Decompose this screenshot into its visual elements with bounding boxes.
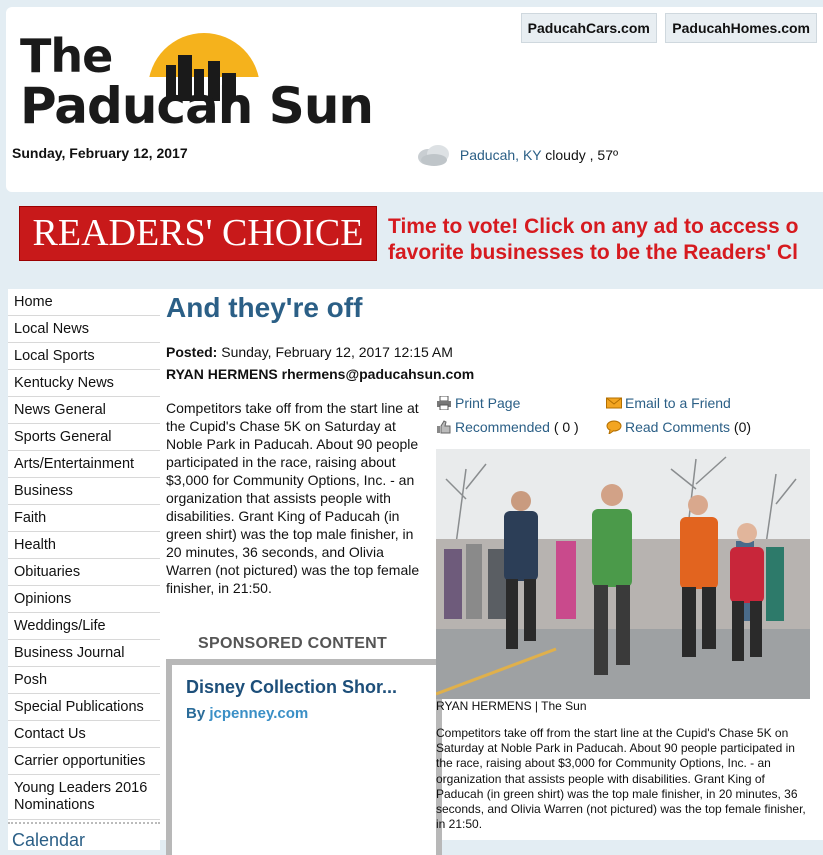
sponsored-headline-link[interactable]: Disney Collection Shor... xyxy=(186,677,398,697)
sidebar-nav xyxy=(8,289,160,850)
nav-item-home[interactable]: Home xyxy=(8,289,160,316)
calendar-heading[interactable]: Calendar xyxy=(12,830,86,850)
nav-item-weddings-life[interactable]: Weddings/Life xyxy=(8,613,160,640)
article-summary: Competitors take off from the start line at the Cupid's Chase 5K on Saturday at Noble Park in Paducah. About 90 people participated in the race, raising about $3,000 for Community Options, Inc. - an organization that assists people with disabilities. Grant King of Paducah (in green shirt) was the top male finisher, in 20 minutes, 36 seconds, and Olivia Warren (not pictured) was the top female finisher, in 21:50. xyxy=(166,400,420,596)
article-photo[interactable] xyxy=(436,449,810,699)
comments-count: (0) xyxy=(730,419,752,435)
nav-item-local-sports[interactable]: Local Sports xyxy=(8,343,160,370)
logo-paducah-sun-text: Paducah Sun xyxy=(20,77,374,135)
article-content xyxy=(160,289,823,840)
read-comments-label: Read Comments xyxy=(625,419,731,435)
posted-line xyxy=(166,344,453,360)
paducah-sun-logo[interactable] xyxy=(16,25,406,135)
recommended-label: Recommended xyxy=(455,419,550,435)
site-header xyxy=(6,7,823,192)
print-page-link[interactable] xyxy=(436,395,520,411)
race-photo-image xyxy=(436,449,810,699)
posted-label: Posted: xyxy=(166,344,218,360)
nav-item-carrier-opportunities[interactable]: Carrier opportunities xyxy=(8,748,160,775)
paducahcars-link[interactable]: PaducahCars.com xyxy=(521,13,657,43)
recommended-link[interactable] xyxy=(436,419,579,435)
sponsored-content-box xyxy=(166,659,442,855)
vote-promo-line-2: favorite businesses to be the Readers' Cl xyxy=(388,241,798,264)
sponsored-by-line xyxy=(186,705,308,722)
paducahhomes-link[interactable]: PaducahHomes.com xyxy=(665,13,817,43)
sponsored-content-title: SPONSORED CONTENT xyxy=(198,635,388,652)
nav-item-business-journal[interactable]: Business Journal xyxy=(8,640,160,667)
recommended-count: ( 0 ) xyxy=(549,419,579,435)
email-friend-link[interactable] xyxy=(606,395,731,411)
logo-the-text: The xyxy=(20,29,113,83)
vote-promo-text xyxy=(388,214,823,266)
nav-item-business[interactable]: Business xyxy=(8,478,160,505)
nav-item-special-publications[interactable]: Special Publications xyxy=(8,694,160,721)
nav-item-faith[interactable]: Faith xyxy=(8,505,160,532)
nav-item-sports-general[interactable]: Sports General xyxy=(8,424,160,451)
nav-item-posh[interactable]: Posh xyxy=(8,667,160,694)
nav-item-local-news[interactable]: Local News xyxy=(8,316,160,343)
weather-conditions: cloudy , 57º xyxy=(545,147,619,164)
readers-choice-banner[interactable] xyxy=(19,206,823,264)
article-headline: And they're off xyxy=(166,292,363,323)
partner-site-links xyxy=(517,13,817,43)
thumbs-up-icon xyxy=(436,420,452,434)
nav-item-kentucky-news[interactable]: Kentucky News xyxy=(8,370,160,397)
nav-item-health[interactable]: Health xyxy=(8,532,160,559)
nav-item-obituaries[interactable]: Obituaries xyxy=(8,559,160,586)
weather-city-link[interactable]: Paducah, KY xyxy=(459,147,542,164)
sponsored-source-link[interactable]: jcpenney.com xyxy=(209,705,309,722)
current-date: Sunday, February 12, 2017 xyxy=(12,145,188,161)
photo-credit: RYAN HERMENS | The Sun xyxy=(436,699,587,713)
nav-item-contact-us[interactable]: Contact Us xyxy=(8,721,160,748)
vote-promo-line-1: Time to vote! Click on any ad to access o xyxy=(388,215,799,238)
printer-icon xyxy=(436,396,452,410)
readers-choice-label: READERS' CHOICE xyxy=(19,206,377,261)
nav-item-young-leaders[interactable]: Young Leaders 2016 Nominations xyxy=(8,775,160,820)
cloud-icon xyxy=(416,143,450,170)
envelope-icon xyxy=(606,396,622,410)
print-page-label: Print Page xyxy=(455,395,521,411)
posted-date: Sunday, February 12, 2017 12:15 AM xyxy=(217,344,453,360)
read-comments-link[interactable] xyxy=(606,419,751,435)
photo-caption: Competitors take off from the start line at the Cupid's Chase 5K on Saturday at Noble Park in Paducah. About 90 people participated in the race, raising about $3,000 for Community Options, Inc. - an organization that assists people with disabilities. Grant King of Paducah (in green shirt) was the top male finisher, in 20 minutes, 36 seconds, and Olivia Warren (not pictured) was the top female finisher, in 21:50. xyxy=(436,726,806,832)
speech-bubble-icon xyxy=(606,420,622,434)
sponsored-by-label: By xyxy=(186,705,210,722)
nav-item-arts-entertainment[interactable]: Arts/Entertainment xyxy=(8,451,160,478)
article-byline: RYAN HERMENS rhermens@paducahsun.com xyxy=(166,366,475,382)
nav-item-news-general[interactable]: News General xyxy=(8,397,160,424)
weather-widget xyxy=(416,143,618,170)
nav-item-opinions[interactable]: Opinions xyxy=(8,586,160,613)
email-friend-label: Email to a Friend xyxy=(625,395,731,411)
